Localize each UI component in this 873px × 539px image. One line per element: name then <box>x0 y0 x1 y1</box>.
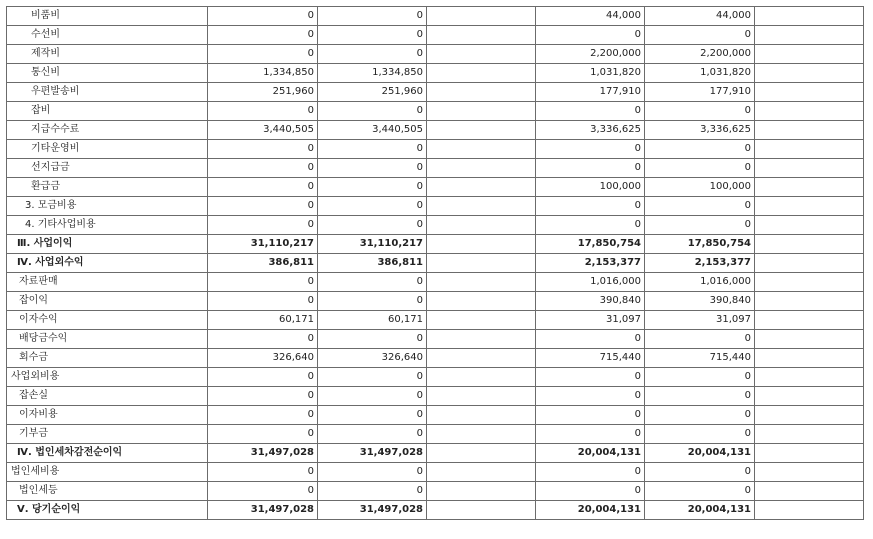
amount-cell <box>755 140 864 159</box>
amount-cell: 0 <box>645 463 755 482</box>
amount-cell: 0 <box>208 178 318 197</box>
amount-cell: 20,004,131 <box>645 501 755 520</box>
amount-cell: 0 <box>208 102 318 121</box>
amount-cell: 251,960 <box>208 83 318 102</box>
row-label: 기타운영비 <box>7 140 208 159</box>
amount-cell: 60,171 <box>318 311 427 330</box>
table-row <box>7 197 864 216</box>
table-row <box>7 254 864 273</box>
table-row <box>7 216 864 235</box>
amount-cell <box>427 330 536 349</box>
row-label: Ⅲ. 사업이익 <box>7 235 208 254</box>
table-row <box>7 7 864 26</box>
table-row <box>7 159 864 178</box>
amount-cell <box>755 311 864 330</box>
row-label: 법인세비용 <box>7 463 208 482</box>
amount-cell: 3,440,505 <box>318 121 427 140</box>
table-row <box>7 64 864 83</box>
amount-cell: 0 <box>318 368 427 387</box>
amount-cell: 0 <box>536 482 645 501</box>
amount-cell <box>755 178 864 197</box>
amount-cell <box>755 501 864 520</box>
amount-cell: 0 <box>318 197 427 216</box>
row-label: 법인세등 <box>7 482 208 501</box>
amount-cell: 326,640 <box>208 349 318 368</box>
row-label: 자료판매 <box>7 273 208 292</box>
amount-cell: 0 <box>318 45 427 64</box>
table-row <box>7 292 864 311</box>
amount-cell: 0 <box>208 387 318 406</box>
row-label: 수선비 <box>7 26 208 45</box>
row-label: 통신비 <box>7 64 208 83</box>
amount-cell: 44,000 <box>536 7 645 26</box>
amount-cell: 20,004,131 <box>645 444 755 463</box>
amount-cell: 0 <box>645 140 755 159</box>
row-label: 이자비용 <box>7 406 208 425</box>
amount-cell <box>755 387 864 406</box>
amount-cell: 0 <box>536 26 645 45</box>
row-label: 비품비 <box>7 7 208 26</box>
amount-cell: 0 <box>645 197 755 216</box>
amount-cell: 0 <box>318 273 427 292</box>
table-row <box>7 349 864 368</box>
amount-cell: 0 <box>318 330 427 349</box>
amount-cell <box>427 178 536 197</box>
amount-cell: 386,811 <box>208 254 318 273</box>
row-label: 잡비 <box>7 102 208 121</box>
amount-cell <box>755 444 864 463</box>
row-label: 회수금 <box>7 349 208 368</box>
amount-cell: 31,110,217 <box>318 235 427 254</box>
amount-cell: 2,200,000 <box>645 45 755 64</box>
amount-cell: 31,097 <box>536 311 645 330</box>
amount-cell: 0 <box>208 368 318 387</box>
amount-cell: 31,497,028 <box>318 444 427 463</box>
amount-cell: 0 <box>536 216 645 235</box>
amount-cell <box>427 292 536 311</box>
amount-cell: 390,840 <box>645 292 755 311</box>
amount-cell <box>427 140 536 159</box>
amount-cell <box>427 159 536 178</box>
amount-cell <box>427 349 536 368</box>
amount-cell <box>755 273 864 292</box>
amount-cell <box>427 482 536 501</box>
amount-cell <box>427 216 536 235</box>
amount-cell: 2,153,377 <box>536 254 645 273</box>
amount-cell: 0 <box>645 482 755 501</box>
amount-cell: 251,960 <box>318 83 427 102</box>
table-row <box>7 273 864 292</box>
amount-cell <box>427 311 536 330</box>
amount-cell: 0 <box>645 425 755 444</box>
amount-cell <box>755 159 864 178</box>
amount-cell <box>755 45 864 64</box>
row-label: 환급금 <box>7 178 208 197</box>
amount-cell: 3,440,505 <box>208 121 318 140</box>
amount-cell: 0 <box>208 463 318 482</box>
amount-cell <box>427 368 536 387</box>
amount-cell: 0 <box>645 159 755 178</box>
amount-cell: 0 <box>536 140 645 159</box>
amount-cell: 0 <box>536 387 645 406</box>
row-label: 사업외비용 <box>7 368 208 387</box>
amount-cell: 0 <box>318 26 427 45</box>
amount-cell <box>427 235 536 254</box>
amount-cell <box>427 463 536 482</box>
income-statement-table <box>6 6 864 520</box>
amount-cell <box>427 406 536 425</box>
amount-cell <box>427 254 536 273</box>
amount-cell: 1,016,000 <box>645 273 755 292</box>
amount-cell <box>755 197 864 216</box>
amount-cell: 0 <box>208 197 318 216</box>
amount-cell: 0 <box>208 45 318 64</box>
row-label: 지급수수료 <box>7 121 208 140</box>
row-label: 선지급금 <box>7 159 208 178</box>
amount-cell: 3,336,625 <box>536 121 645 140</box>
amount-cell <box>755 368 864 387</box>
amount-cell: 31,497,028 <box>208 501 318 520</box>
amount-cell: 0 <box>208 26 318 45</box>
row-label: Ⅳ. 사업외수익 <box>7 254 208 273</box>
row-label: 배당금수익 <box>7 330 208 349</box>
amount-cell: 0 <box>536 102 645 121</box>
amount-cell: 0 <box>208 7 318 26</box>
amount-cell <box>755 7 864 26</box>
amount-cell: 0 <box>318 140 427 159</box>
table-row <box>7 45 864 64</box>
amount-cell <box>755 482 864 501</box>
amount-cell: 100,000 <box>645 178 755 197</box>
amount-cell: 100,000 <box>536 178 645 197</box>
amount-cell: 0 <box>645 330 755 349</box>
row-label: 잡이익 <box>7 292 208 311</box>
amount-cell: 0 <box>208 140 318 159</box>
amount-cell: 3,336,625 <box>645 121 755 140</box>
amount-cell: 326,640 <box>318 349 427 368</box>
amount-cell: 0 <box>645 368 755 387</box>
amount-cell <box>427 83 536 102</box>
amount-cell: 177,910 <box>645 83 755 102</box>
row-label: 잡손실 <box>7 387 208 406</box>
amount-cell <box>755 26 864 45</box>
amount-cell: 0 <box>318 102 427 121</box>
amount-cell: 0 <box>208 159 318 178</box>
table-row <box>7 368 864 387</box>
amount-cell: 0 <box>645 26 755 45</box>
row-label: 우편발송비 <box>7 83 208 102</box>
table-row <box>7 501 864 520</box>
amount-cell: 1,334,850 <box>208 64 318 83</box>
amount-cell <box>427 273 536 292</box>
amount-cell <box>755 102 864 121</box>
amount-cell: 390,840 <box>536 292 645 311</box>
amount-cell <box>755 406 864 425</box>
amount-cell <box>755 463 864 482</box>
table-row <box>7 26 864 45</box>
table-row <box>7 444 864 463</box>
amount-cell: 177,910 <box>536 83 645 102</box>
table-row <box>7 102 864 121</box>
amount-cell <box>427 64 536 83</box>
table-row <box>7 121 864 140</box>
amount-cell: 715,440 <box>645 349 755 368</box>
amount-cell <box>755 235 864 254</box>
table-row <box>7 235 864 254</box>
table-row <box>7 387 864 406</box>
amount-cell <box>755 254 864 273</box>
amount-cell <box>427 501 536 520</box>
amount-cell: 44,000 <box>645 7 755 26</box>
amount-cell: 31,497,028 <box>208 444 318 463</box>
table-row <box>7 482 864 501</box>
amount-cell: 60,171 <box>208 311 318 330</box>
amount-cell <box>427 387 536 406</box>
row-label: Ⅴ. 당기순이익 <box>7 501 208 520</box>
amount-cell <box>427 7 536 26</box>
amount-cell: 0 <box>536 159 645 178</box>
table-row <box>7 425 864 444</box>
amount-cell: 31,497,028 <box>318 501 427 520</box>
amount-cell: 386,811 <box>318 254 427 273</box>
table-row <box>7 330 864 349</box>
amount-cell: 0 <box>318 406 427 425</box>
amount-cell <box>427 425 536 444</box>
amount-cell: 1,031,820 <box>536 64 645 83</box>
amount-cell: 2,153,377 <box>645 254 755 273</box>
table-row <box>7 463 864 482</box>
amount-cell: 1,016,000 <box>536 273 645 292</box>
amount-cell: 0 <box>208 216 318 235</box>
row-label: 4. 기타사업비용 <box>7 216 208 235</box>
amount-cell: 31,110,217 <box>208 235 318 254</box>
amount-cell: 0 <box>536 425 645 444</box>
table-row <box>7 311 864 330</box>
amount-cell: 0 <box>645 216 755 235</box>
amount-cell: 1,334,850 <box>318 64 427 83</box>
amount-cell: 0 <box>208 425 318 444</box>
amount-cell: 0 <box>208 406 318 425</box>
amount-cell <box>755 216 864 235</box>
amount-cell: 0 <box>208 273 318 292</box>
amount-cell: 17,850,754 <box>536 235 645 254</box>
table-row <box>7 140 864 159</box>
row-label: 3. 모금비용 <box>7 197 208 216</box>
amount-cell <box>755 349 864 368</box>
amount-cell: 0 <box>536 406 645 425</box>
amount-cell <box>427 444 536 463</box>
row-label: 기부금 <box>7 425 208 444</box>
amount-cell <box>755 330 864 349</box>
table-row <box>7 178 864 197</box>
amount-cell <box>427 121 536 140</box>
amount-cell <box>427 45 536 64</box>
row-label: Ⅳ. 법인세차감전순이익 <box>7 444 208 463</box>
amount-cell: 0 <box>645 387 755 406</box>
amount-cell: 0 <box>208 330 318 349</box>
amount-cell <box>427 26 536 45</box>
amount-cell: 0 <box>645 406 755 425</box>
amount-cell: 715,440 <box>536 349 645 368</box>
amount-cell: 0 <box>645 102 755 121</box>
amount-cell: 0 <box>318 482 427 501</box>
amount-cell: 0 <box>208 292 318 311</box>
amount-cell: 0 <box>318 7 427 26</box>
amount-cell <box>755 292 864 311</box>
amount-cell: 0 <box>318 292 427 311</box>
amount-cell: 0 <box>318 425 427 444</box>
amount-cell: 0 <box>536 463 645 482</box>
amount-cell: 17,850,754 <box>645 235 755 254</box>
row-label: 제작비 <box>7 45 208 64</box>
amount-cell: 0 <box>318 463 427 482</box>
row-label: 이자수익 <box>7 311 208 330</box>
amount-cell: 1,031,820 <box>645 64 755 83</box>
amount-cell: 0 <box>536 368 645 387</box>
table-row <box>7 406 864 425</box>
amount-cell <box>427 197 536 216</box>
amount-cell: 20,004,131 <box>536 501 645 520</box>
table-row <box>7 83 864 102</box>
amount-cell: 0 <box>318 159 427 178</box>
amount-cell <box>755 64 864 83</box>
amount-cell <box>755 83 864 102</box>
amount-cell: 0 <box>318 387 427 406</box>
amount-cell: 31,097 <box>645 311 755 330</box>
amount-cell: 2,200,000 <box>536 45 645 64</box>
amount-cell <box>755 425 864 444</box>
amount-cell: 0 <box>318 216 427 235</box>
amount-cell: 0 <box>536 197 645 216</box>
amount-cell <box>755 121 864 140</box>
amount-cell <box>427 102 536 121</box>
amount-cell: 0 <box>318 178 427 197</box>
amount-cell: 0 <box>536 330 645 349</box>
amount-cell: 0 <box>208 482 318 501</box>
amount-cell: 20,004,131 <box>536 444 645 463</box>
